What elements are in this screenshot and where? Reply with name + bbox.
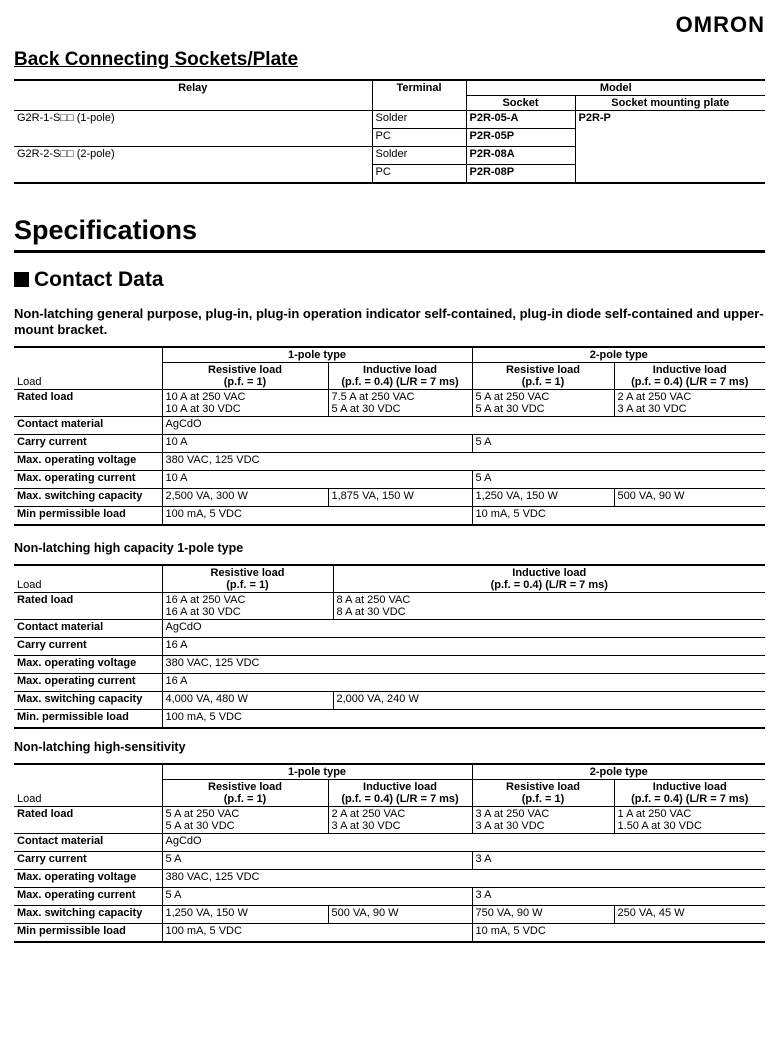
terminal-cell: PC — [372, 129, 466, 147]
value-cell: 2,000 VA, 240 W — [333, 692, 765, 710]
table-row — [14, 435, 765, 453]
socket-cell: P2R-05P — [466, 129, 575, 147]
row-label: Rated load — [14, 390, 162, 417]
table-row — [14, 620, 765, 638]
socket-cell: P2R-08A — [466, 147, 575, 165]
general-purpose-table — [14, 346, 765, 526]
row-label: Max. switching capacity — [14, 692, 162, 710]
row-label: Min. permissible load — [14, 710, 162, 729]
row-label: Contact material — [14, 834, 162, 852]
specifications-heading: Specifications — [14, 215, 198, 245]
value-cell: 100 mA, 5 VDC — [162, 507, 472, 526]
row-label: Carry current — [14, 638, 162, 656]
row-label: Carry current — [14, 435, 162, 453]
relay-cell: G2R-2-S□□ (2-pole) — [14, 147, 372, 184]
terminal-cell: Solder — [372, 147, 466, 165]
value-cell: 750 VA, 90 W — [472, 906, 614, 924]
table-row — [14, 471, 765, 489]
value-cell: 16 A at 250 VAC 16 A at 30 VDC — [162, 593, 333, 620]
plate-cell: P2R-P — [575, 111, 765, 184]
resistive-header: Resistive load (p.f. = 1) — [472, 363, 614, 390]
table-row — [14, 390, 765, 417]
table-row — [14, 507, 765, 526]
high-capacity-heading: Non-latching high capacity 1-pole type — [14, 541, 244, 555]
table-row — [14, 692, 765, 710]
value-cell: 100 mA, 5 VDC — [162, 924, 472, 943]
col-plate: Socket mounting plate — [575, 96, 765, 111]
value-cell: 3 A — [472, 888, 765, 906]
table-row — [14, 870, 765, 888]
square-bullet-icon — [14, 272, 29, 287]
row-label: Contact material — [14, 417, 162, 435]
row-label: Min permissible load — [14, 924, 162, 943]
value-cell: 100 mA, 5 VDC — [162, 710, 765, 729]
value-cell: 10 mA, 5 VDC — [472, 924, 765, 943]
terminal-cell: PC — [372, 165, 466, 184]
col-model: Model — [466, 80, 765, 96]
inductive-header: Inductive load (p.f. = 0.4) (L/R = 7 ms) — [614, 363, 765, 390]
row-label: Max. switching capacity — [14, 489, 162, 507]
value-cell: 500 VA, 90 W — [328, 906, 472, 924]
load-header: Load — [14, 764, 162, 807]
resistive-header: Resistive load (p.f. = 1) — [472, 780, 614, 807]
row-label: Max. switching capacity — [14, 906, 162, 924]
inductive-header: Inductive load (p.f. = 0.4) (L/R = 7 ms) — [333, 565, 765, 593]
value-cell: 1,250 VA, 150 W — [162, 906, 328, 924]
contact-data-heading — [14, 268, 164, 292]
value-cell: 500 VA, 90 W — [614, 489, 765, 507]
socket-cell: P2R-05-A — [466, 111, 575, 129]
value-cell: 4,000 VA, 480 W — [162, 692, 333, 710]
sockets-heading: Back Connecting Sockets/Plate — [14, 49, 299, 70]
value-cell: 10 A — [162, 435, 472, 453]
value-cell: 5 A — [472, 471, 765, 489]
intro-text: Non-latching general purpose, plug-in, plug-in operation indicator self-contained, plug-in diode self-contained and upper-mount bracket. — [14, 306, 764, 337]
resistive-header: Resistive load (p.f. = 1) — [162, 565, 333, 593]
value-cell: 2 A at 250 VAC 3 A at 30 VDC — [328, 807, 472, 834]
value-cell: 5 A — [472, 435, 765, 453]
value-cell: 3 A at 250 VAC 3 A at 30 VDC — [472, 807, 614, 834]
row-label: Rated load — [14, 807, 162, 834]
divider — [14, 250, 765, 253]
row-label: Max. operating current — [14, 888, 162, 906]
value-cell: AgCdO — [162, 620, 765, 638]
table-row — [14, 674, 765, 692]
table-row — [14, 924, 765, 943]
value-cell: 2,500 VA, 300 W — [162, 489, 328, 507]
table-row — [14, 852, 765, 870]
inductive-header: Inductive load (p.f. = 0.4) (L/R = 7 ms) — [614, 780, 765, 807]
row-label: Rated load — [14, 593, 162, 620]
value-cell: 1,250 VA, 150 W — [472, 489, 614, 507]
high-sensitivity-heading: Non-latching high-sensitivity — [14, 740, 186, 754]
sockets-table — [14, 79, 765, 184]
table-row — [14, 888, 765, 906]
table-row — [14, 111, 765, 129]
resistive-header: Resistive load (p.f. = 1) — [162, 780, 328, 807]
inductive-header: Inductive load (p.f. = 0.4) (L/R = 7 ms) — [328, 363, 472, 390]
value-cell: AgCdO — [162, 417, 765, 435]
value-cell: 1 A at 250 VAC 1.50 A at 30 VDC — [614, 807, 765, 834]
contact-data-title: Contact Data — [34, 268, 164, 291]
row-label: Max. operating current — [14, 471, 162, 489]
table-row — [14, 656, 765, 674]
table-row — [14, 593, 765, 620]
relay-cell: G2R-1-S□□ (1-pole) — [14, 111, 372, 147]
value-cell: 16 A — [162, 674, 765, 692]
value-cell: 380 VAC, 125 VDC — [162, 656, 765, 674]
value-cell: 3 A — [472, 852, 765, 870]
value-cell: 5 A — [162, 852, 472, 870]
terminal-cell: Solder — [372, 111, 466, 129]
socket-cell: P2R-08P — [466, 165, 575, 184]
table-row — [14, 710, 765, 729]
omron-logo: OMRON — [675, 12, 765, 37]
value-cell: 10 A at 250 VAC 10 A at 30 VDC — [162, 390, 328, 417]
row-label: Max. operating voltage — [14, 870, 162, 888]
table-row — [14, 417, 765, 435]
table-row — [14, 638, 765, 656]
value-cell: 250 VA, 45 W — [614, 906, 765, 924]
value-cell: 7.5 A at 250 VAC 5 A at 30 VDC — [328, 390, 472, 417]
high-sensitivity-table — [14, 763, 765, 943]
value-cell: 16 A — [162, 638, 765, 656]
value-cell: 1,875 VA, 150 W — [328, 489, 472, 507]
table-row — [14, 807, 765, 834]
value-cell: 380 VAC, 125 VDC — [162, 870, 765, 888]
high-capacity-table — [14, 564, 765, 729]
one-pole-header: 1-pole type — [162, 764, 472, 780]
two-pole-header: 2-pole type — [472, 764, 765, 780]
table-row — [14, 834, 765, 852]
col-terminal: Terminal — [372, 80, 466, 111]
table-row — [14, 489, 765, 507]
inductive-header: Inductive load (p.f. = 0.4) (L/R = 7 ms) — [328, 780, 472, 807]
row-label: Min permissible load — [14, 507, 162, 526]
value-cell: 2 A at 250 VAC 3 A at 30 VDC — [614, 390, 765, 417]
row-label: Carry current — [14, 852, 162, 870]
row-label: Contact material — [14, 620, 162, 638]
value-cell: 10 mA, 5 VDC — [472, 507, 765, 526]
row-label: Max. operating voltage — [14, 656, 162, 674]
load-header: Load — [14, 565, 162, 593]
value-cell: 5 A at 250 VAC 5 A at 30 VDC — [162, 807, 328, 834]
col-relay: Relay — [14, 80, 372, 111]
value-cell: 380 VAC, 125 VDC — [162, 453, 765, 471]
value-cell: 10 A — [162, 471, 472, 489]
two-pole-header: 2-pole type — [472, 347, 765, 363]
one-pole-header: 1-pole type — [162, 347, 472, 363]
value-cell: 8 A at 250 VAC 8 A at 30 VDC — [333, 593, 765, 620]
value-cell: 5 A at 250 VAC 5 A at 30 VDC — [472, 390, 614, 417]
row-label: Max. operating current — [14, 674, 162, 692]
value-cell: AgCdO — [162, 834, 765, 852]
col-socket: Socket — [466, 96, 575, 111]
resistive-header: Resistive load (p.f. = 1) — [162, 363, 328, 390]
row-label: Max. operating voltage — [14, 453, 162, 471]
table-row — [14, 453, 765, 471]
value-cell: 5 A — [162, 888, 472, 906]
table-row — [14, 906, 765, 924]
load-header: Load — [14, 347, 162, 390]
